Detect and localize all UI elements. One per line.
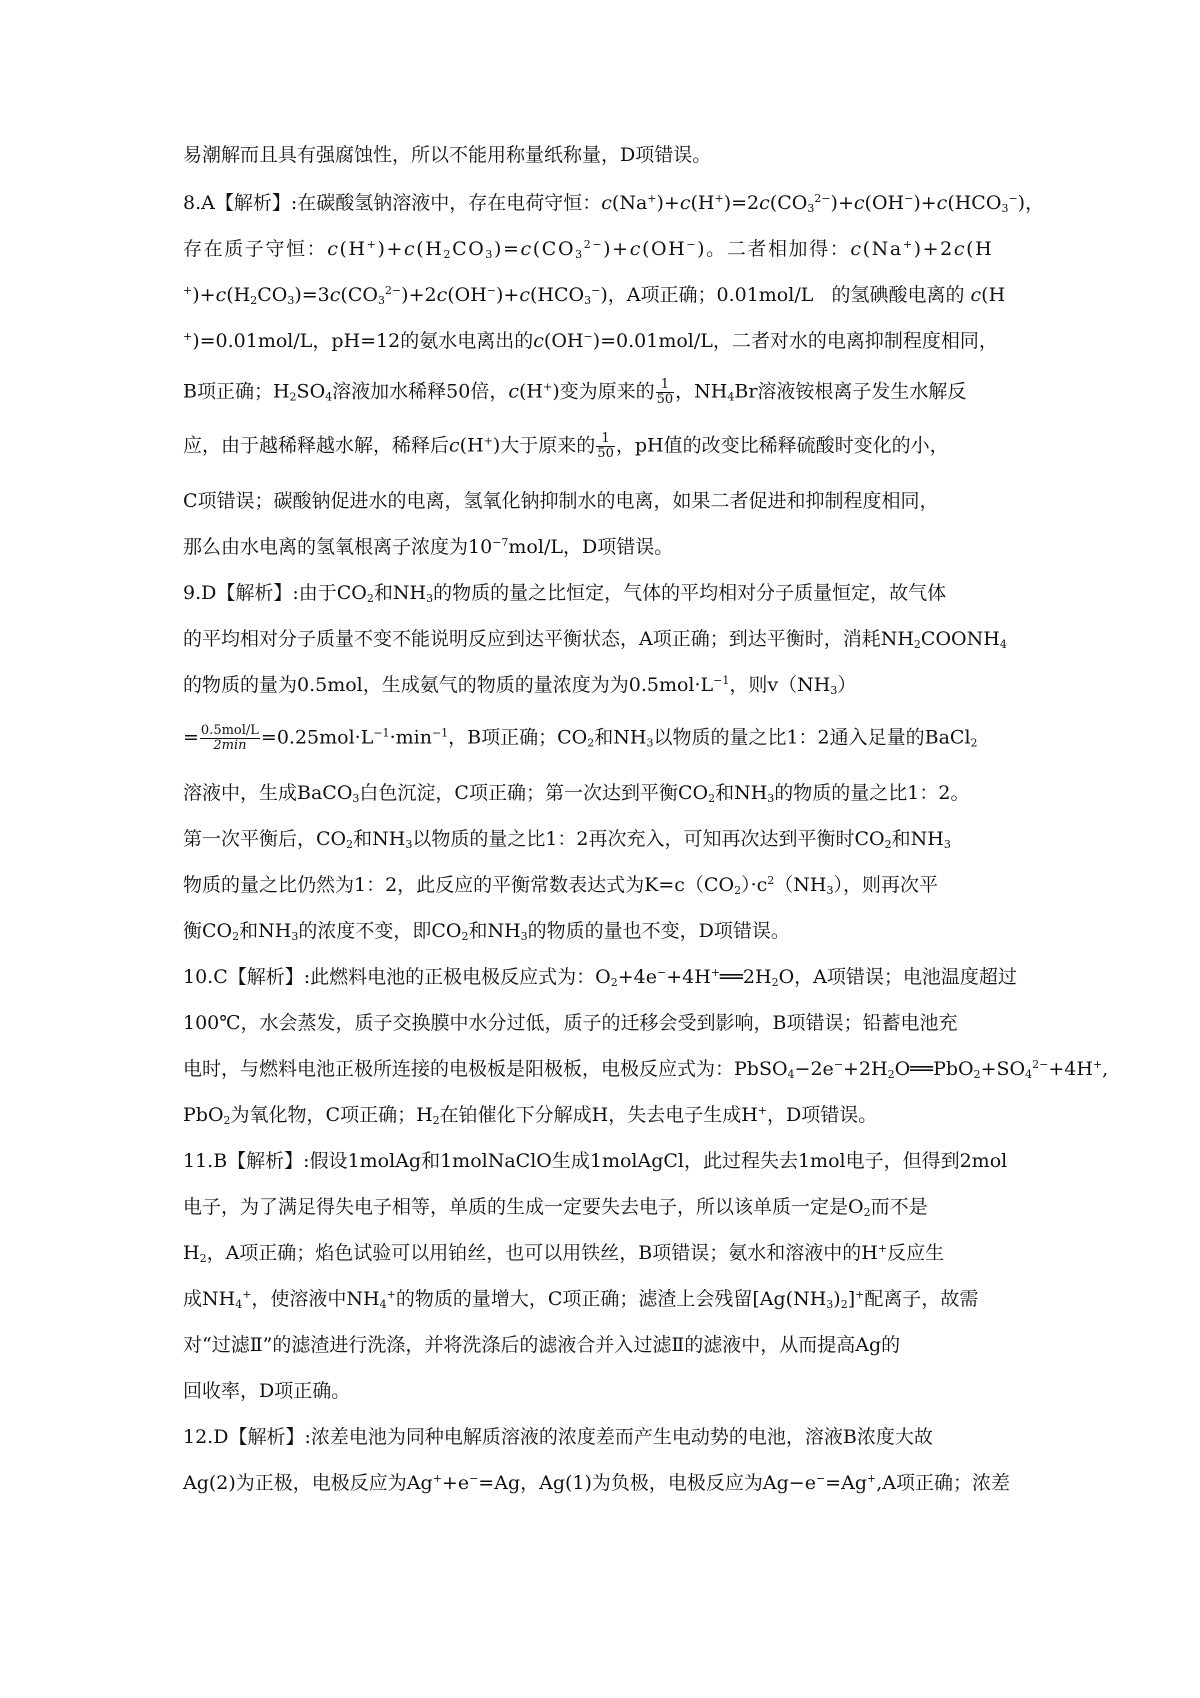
- text-line: B项正确；$H_2SO_4$溶液加水稀释50倍，c(H+)变为原来的 $\frac{1}{50}$ ，$NH_4Br$溶液铵根离子发生水解反: [183, 377, 967, 407]
- text-line: 回收率，D项正确。: [183, 1380, 351, 1402]
- text-line: 9.D【解析】:由于$CO_2$和$NH_3$的物质的量之比恒定，气体的平均相对分子质量恒定，故气体: [183, 582, 947, 605]
- text-line: 电子，为了满足得失电子相等，单质的生成一定要失去电子，所以该单质一定是$O_2$而不是: [183, 1196, 928, 1219]
- text-line: 溶液中，生成BaCO$_3$白色沉淀，C项正确；第一次达到平衡$CO_2$和$NH_3$的物质的量之比1：2。: [183, 782, 970, 805]
- text-line: 存在质子守恒：$c(H^+)+c(H_2CO_3)=c(CO_3^{2-})+c(OH^-)$。二者相加得：c(Na+)+2c(H: [183, 238, 994, 261]
- text-line: 电时，与燃料电池正极所连接的电极板是阳极板，电极反应式为：$PbSO_4-2e^-+2H_2O══PbO_2+SO_4^{2-}+4H^+$,: [183, 1058, 1109, 1081]
- text-line: 易潮解而且具有强腐蚀性，所以不能用称量纸称量，D项错误。: [183, 144, 712, 166]
- text-line: $H_2$，A项正确；焰色试验可以用铂丝，也可以用铁丝，B项错误；氨水和溶液中的H+反应生: [183, 1242, 945, 1265]
- text-line: = $\frac{\text{0.5mol/L}}{2\min}$ $=0.25mol\cdot L^{-1}\cdot\min^{-1}$，B项正确；$CO_2$和$NH_3$以物质的量之比1：2通入足量的BaCl$_2$: [183, 723, 978, 753]
- text-line: 物质的量之比仍然为1：2，此反应的平衡常数表达式为$K=c(CO_2)\cdot c^2(NH_3)$，则再次平: [183, 874, 938, 897]
- text-line: 那么由水电离的氢氧根离子浓度为$10^{-7}mol/L$，D项错误。: [183, 536, 674, 558]
- text-line: C项错误；碳酸钠促进水的电离，氢氧化钠抑制水的电离，如果二者促进和抑制程度相同，: [183, 490, 939, 512]
- text-line: 100℃，水会蒸发，质子交换膜中水分过低，质子的迁移会受到影响，B项错误；铅蓄电池充: [183, 1012, 958, 1034]
- text-line: 第一次平衡后，$CO_2$和$NH_3$以物质的量之比1：2再次充入，可知再次达到平衡时$CO_2$和$NH_3$: [183, 828, 951, 851]
- fraction: $\frac{1}{50}$: [597, 431, 614, 461]
- text-line: 衡$CO_2$和$NH_3$的浓度不变，即$CO_2$和$NH_3$的物质的量也不变，D项错误。: [183, 920, 790, 943]
- text-line: +)=0.01mol/L，pH=12的氨水电离出的c(OH−)=0.01mol/L，二者对水的电离抑制程度相同，: [183, 330, 998, 352]
- text-line: $^+)+c(H_2CO_3)=3c(CO_3^{2-})+2c(OH^-)+c(HCO_3^-)$，A项正确；0.01mol/L 的氢碘酸电离的 c(H: [183, 284, 1006, 307]
- fraction: $\frac{\text{0.5mol/L}}{2\min}$: [200, 723, 259, 753]
- text-line: 8.A【解析】:在碳酸氢钠溶液中，存在电荷守恒：$c(Na^+)+c(H^+)=2c(CO_3^{2-})+c(OH^-)+c(HCO_3^-)$，: [183, 192, 1045, 215]
- text-line: 对“过滤Ⅱ”的滤渣进行洗涤，并将洗涤后的滤液合并入过滤Ⅱ的滤液中，从而提高Ag的: [183, 1334, 901, 1356]
- text-line: PbO$_2$为氧化物，C项正确；$H_2$在铂催化下分解成H，失去电子生成H+，D项错误。: [183, 1104, 878, 1127]
- text-line: 10.C【解析】:此燃料电池的正极电极反应式为：$O_2+4e^-+4H^+══2H_2O$，A项错误；电池温度超过: [183, 966, 1017, 989]
- text-line: 应，由于越稀释越水解，稀释后c(H+)大于原来的 $\frac{1}{50}$ ，pH值的改变比稀释硫酸时变化的小，: [183, 431, 949, 461]
- text-line: 12.D【解析】:浓差电池为同种电解质溶液的浓度差而产生电动势的电池，溶液B浓度大故: [183, 1426, 933, 1448]
- text-line: 成$NH_4^+$，使溶液中$NH_4^+$的物质的量增大，C项正确；滤渣上会残留$[Ag(NH_3)_2]^+$配离子，故需: [183, 1288, 979, 1311]
- text-line: 的物质的量为0.5mol，生成氨气的物质的量浓度为为$0.5mol\cdot L^{-1}$，则$v(NH_3)$: [183, 674, 857, 697]
- fraction: $\frac{1}{50}$: [656, 377, 674, 407]
- text-line: 的平均相对分子质量不变不能说明反应到达平衡状态，A项正确；到达平衡时，消耗$NH_2COONH_4$: [183, 628, 1007, 651]
- text-line: 11.B【解析】:假设1molAg和1molNaClO生成1molAgCl，此过程失去1mol电子，但得到2mol: [183, 1150, 1008, 1172]
- text-line: Ag(2)为正极，电极反应为Ag++e−=Ag，Ag(1)为负极，电极反应为Ag−e−=Ag+,A项正确；浓差: [183, 1472, 1010, 1494]
